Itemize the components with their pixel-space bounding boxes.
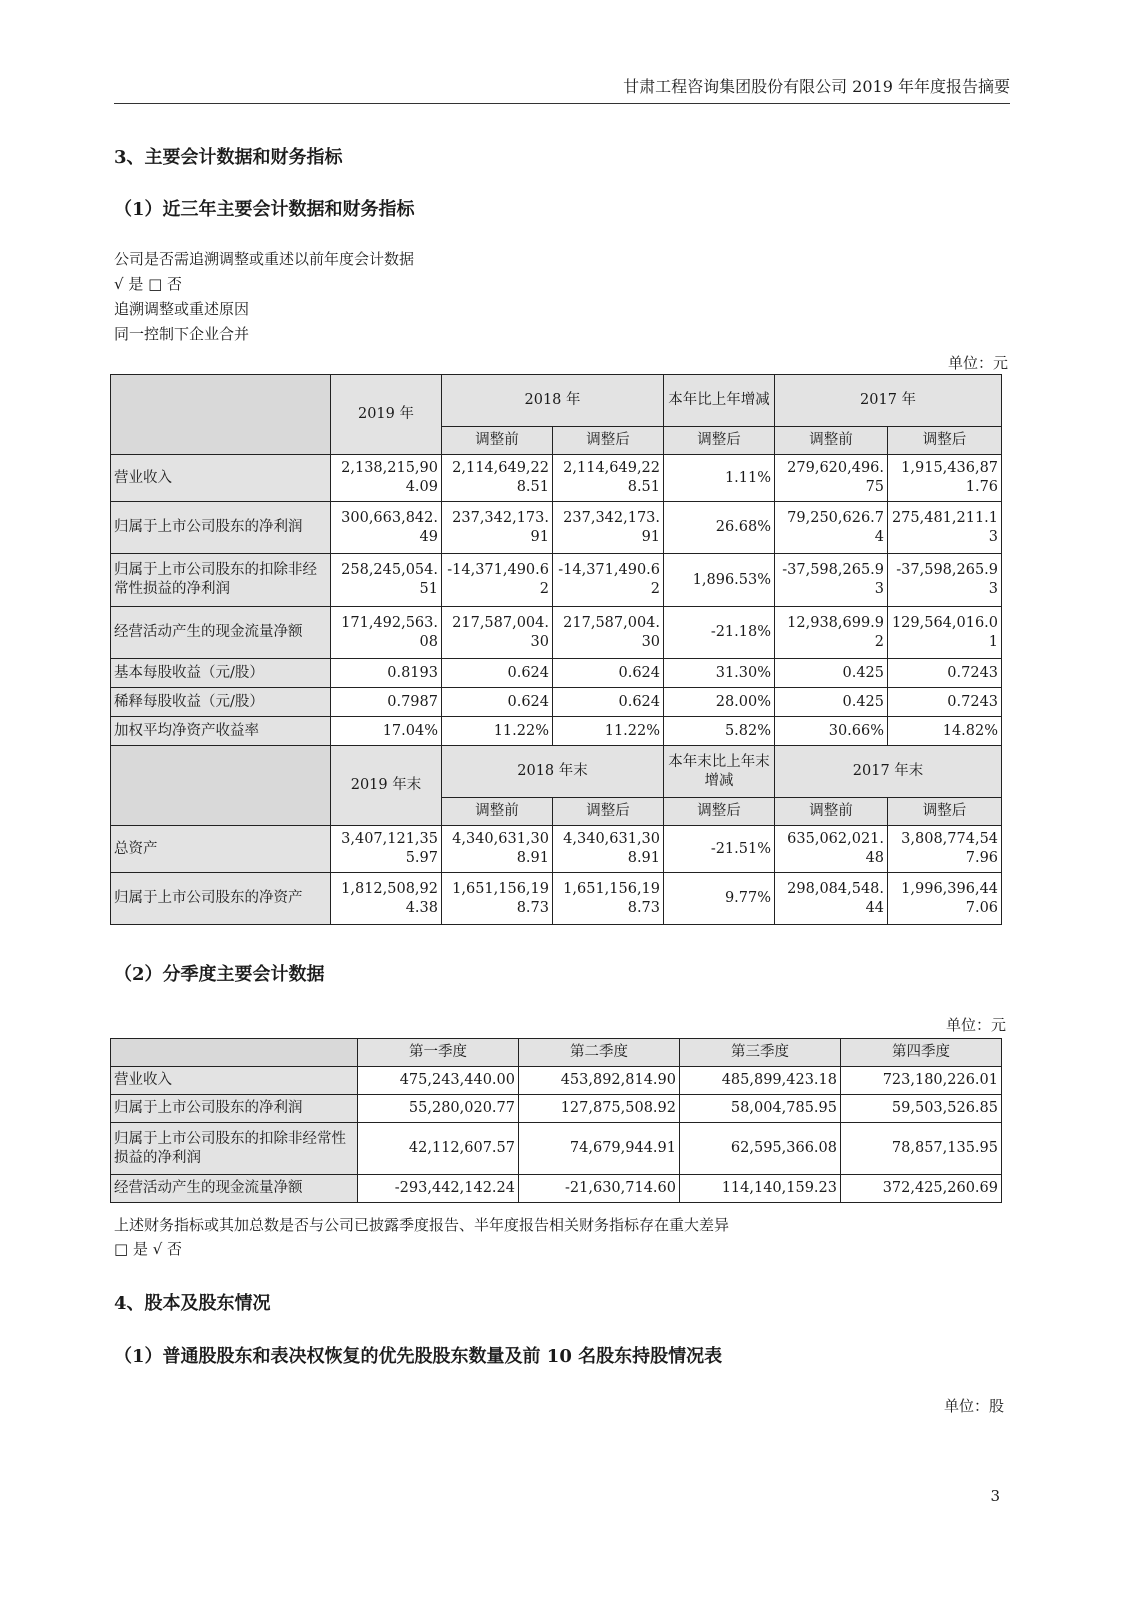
col-2018-after: 调整后 xyxy=(553,427,664,455)
row-label: 稀释每股收益（元/股） xyxy=(111,688,331,717)
restatement-reason: 同一控制下企业合并 xyxy=(114,325,250,343)
section-3-1-title: （1）近三年主要会计数据和财务指标 xyxy=(114,199,415,220)
cell: 0.7243 xyxy=(888,688,1002,717)
cell: 0.425 xyxy=(775,659,888,688)
cell: 1,651,156,198.73 xyxy=(553,873,664,925)
cell: 4,340,631,308.91 xyxy=(442,826,553,873)
cell: 74,679,944.91 xyxy=(519,1123,680,1175)
row-label: 加权平均净资产收益率 xyxy=(111,717,331,746)
cell: 1,915,436,871.76 xyxy=(888,455,1002,502)
col-change-end-after: 调整后 xyxy=(664,798,775,826)
cell: -21,630,714.60 xyxy=(519,1175,680,1203)
table-row xyxy=(111,554,1002,607)
cell: 3,808,774,547.96 xyxy=(888,826,1002,873)
cell: 114,140,159.23 xyxy=(680,1175,841,1203)
cell: -37,598,265.93 xyxy=(775,554,888,607)
col-2017-end: 2017 年末 xyxy=(775,746,1002,798)
discrepancy-question: 上述财务指标或其加总数是否与公司已披露季度报告、半年度报告相关财务指标存在重大差异 xyxy=(114,1216,730,1234)
cell: 0.7243 xyxy=(888,659,1002,688)
table-row xyxy=(111,873,1002,925)
cell: 453,892,814.90 xyxy=(519,1067,680,1095)
cell: 275,481,211.13 xyxy=(888,502,1002,554)
table-row xyxy=(111,1123,1002,1175)
page-number: 3 xyxy=(990,1487,1000,1505)
col-2019: 2019 年 xyxy=(331,375,442,455)
cell: 11.22% xyxy=(553,717,664,746)
cell: 31.30% xyxy=(664,659,775,688)
cell: 2,138,215,904.09 xyxy=(331,455,442,502)
section-3-2-title: （2）分季度主要会计数据 xyxy=(114,964,325,985)
cell: -37,598,265.93 xyxy=(888,554,1002,607)
cell: 0.425 xyxy=(775,688,888,717)
cell: 14.82% xyxy=(888,717,1002,746)
cell: 258,245,054.51 xyxy=(331,554,442,607)
row-label: 归属于上市公司股东的扣除非经常性损益的净利润 xyxy=(111,554,331,607)
row-label: 营业收入 xyxy=(111,1067,358,1095)
cell: 300,663,842.49 xyxy=(331,502,442,554)
table-row xyxy=(111,1095,1002,1123)
cell: 1,996,396,447.06 xyxy=(888,873,1002,925)
cell: 171,492,563.08 xyxy=(331,607,442,659)
cell: 0.624 xyxy=(442,659,553,688)
unit-label-2: 单位：元 xyxy=(945,1016,1006,1034)
col-2017-after: 调整后 xyxy=(888,427,1002,455)
cell: 217,587,004.30 xyxy=(553,607,664,659)
cell: -14,371,490.62 xyxy=(553,554,664,607)
cell: 0.624 xyxy=(553,659,664,688)
row-label: 营业收入 xyxy=(111,455,331,502)
col-q2: 第二季度 xyxy=(519,1039,680,1067)
cell: 58,004,785.95 xyxy=(680,1095,841,1123)
section-4-1-title: （1）普通股股东和表决权恢复的优先股股东数量及前 10 名股东持股情况表 xyxy=(114,1346,723,1367)
section-4-title: 4、股本及股东情况 xyxy=(114,1293,271,1314)
col-2018-end: 2018 年末 xyxy=(442,746,664,798)
cell: 55,280,020.77 xyxy=(358,1095,519,1123)
row-label: 经营活动产生的现金流量净额 xyxy=(111,1175,358,1203)
cell: 0.8193 xyxy=(331,659,442,688)
cell: 279,620,496.75 xyxy=(775,455,888,502)
table-row xyxy=(111,688,1002,717)
cell: 9.77% xyxy=(664,873,775,925)
table-row xyxy=(111,1067,1002,1095)
cell: -293,442,142.24 xyxy=(358,1175,519,1203)
cell: 475,243,440.00 xyxy=(358,1067,519,1095)
table-row xyxy=(111,502,1002,554)
cell: 4,340,631,308.91 xyxy=(553,826,664,873)
cell: 5.82% xyxy=(664,717,775,746)
unit-label-1: 单位：元 xyxy=(947,354,1008,372)
cell: 0.624 xyxy=(442,688,553,717)
annual-data-table xyxy=(110,374,1002,925)
cell: 12,938,699.92 xyxy=(775,607,888,659)
row-label: 归属于上市公司股东的净资产 xyxy=(111,873,331,925)
col-q1: 第一季度 xyxy=(358,1039,519,1067)
cell: 237,342,173.91 xyxy=(442,502,553,554)
cell: 1,896.53% xyxy=(664,554,775,607)
discrepancy-answer: □ 是 √ 否 xyxy=(114,1240,183,1258)
cell: 298,084,548.44 xyxy=(775,873,888,925)
col-q3: 第三季度 xyxy=(680,1039,841,1067)
cell: 26.68% xyxy=(664,502,775,554)
unit-label-3: 单位：股 xyxy=(943,1397,1004,1415)
cell: 723,180,226.01 xyxy=(841,1067,1002,1095)
col-2017-end-after: 调整后 xyxy=(888,798,1002,826)
cell: 78,857,135.95 xyxy=(841,1123,1002,1175)
quarterly-data-table xyxy=(110,1038,1002,1203)
cell: 28.00% xyxy=(664,688,775,717)
cell: -21.51% xyxy=(664,826,775,873)
restatement-question: 公司是否需追溯调整或重述以前年度会计数据 xyxy=(114,250,415,268)
table-row xyxy=(111,659,1002,688)
col-2017-end-before: 调整前 xyxy=(775,798,888,826)
section-3-title: 3、主要会计数据和财务指标 xyxy=(114,147,343,168)
col-change: 本年比上年增减 xyxy=(664,375,775,427)
cell: 217,587,004.30 xyxy=(442,607,553,659)
col-2018: 2018 年 xyxy=(442,375,664,427)
cell: 30.66% xyxy=(775,717,888,746)
table-row xyxy=(111,455,1002,502)
table-row xyxy=(111,717,1002,746)
row-label: 总资产 xyxy=(111,826,331,873)
cell: 2,114,649,228.51 xyxy=(442,455,553,502)
col-2017: 2017 年 xyxy=(775,375,1002,427)
cell: 485,899,423.18 xyxy=(680,1067,841,1095)
cell: 17.04% xyxy=(331,717,442,746)
cell: 237,342,173.91 xyxy=(553,502,664,554)
table-row xyxy=(111,607,1002,659)
cell: 635,062,021.48 xyxy=(775,826,888,873)
cell: 0.624 xyxy=(553,688,664,717)
restatement-reason-label: 追溯调整或重述原因 xyxy=(114,300,250,318)
table-corner-3 xyxy=(111,1039,358,1067)
col-q4: 第四季度 xyxy=(841,1039,1002,1067)
cell: 1,651,156,198.73 xyxy=(442,873,553,925)
cell: 1,812,508,924.38 xyxy=(331,873,442,925)
row-label: 基本每股收益（元/股） xyxy=(111,659,331,688)
col-change-end: 本年末比上年末增减 xyxy=(664,746,775,798)
restatement-answer: √ 是 □ 否 xyxy=(114,275,183,293)
cell: 59,503,526.85 xyxy=(841,1095,1002,1123)
table-row xyxy=(111,826,1002,873)
cell: 79,250,626.74 xyxy=(775,502,888,554)
cell: 0.7987 xyxy=(331,688,442,717)
cell: 11.22% xyxy=(442,717,553,746)
col-change-after: 调整后 xyxy=(664,427,775,455)
cell: 129,564,016.01 xyxy=(888,607,1002,659)
table-corner-2 xyxy=(111,746,331,826)
cell: -14,371,490.62 xyxy=(442,554,553,607)
row-label: 经营活动产生的现金流量净额 xyxy=(111,607,331,659)
cell: 127,875,508.92 xyxy=(519,1095,680,1123)
cell: 2,114,649,228.51 xyxy=(553,455,664,502)
cell: 372,425,260.69 xyxy=(841,1175,1002,1203)
col-2019-end: 2019 年末 xyxy=(331,746,442,826)
row-label: 归属于上市公司股东的净利润 xyxy=(111,1095,358,1123)
table-row xyxy=(111,1175,1002,1203)
cell: 1.11% xyxy=(664,455,775,502)
table-corner xyxy=(111,375,331,455)
col-2018-end-before: 调整前 xyxy=(442,798,553,826)
row-label: 归属于上市公司股东的扣除非经常性损益的净利润 xyxy=(111,1123,358,1175)
cell: -21.18% xyxy=(664,607,775,659)
cell: 62,595,366.08 xyxy=(680,1123,841,1175)
col-2017-before: 调整前 xyxy=(775,427,888,455)
col-2018-end-after: 调整后 xyxy=(553,798,664,826)
cell: 42,112,607.57 xyxy=(358,1123,519,1175)
page-header: 甘肃工程咨询集团股份有限公司 2019 年年度报告摘要 xyxy=(114,74,1010,104)
col-2018-before: 调整前 xyxy=(442,427,553,455)
row-label: 归属于上市公司股东的净利润 xyxy=(111,502,331,554)
cell: 3,407,121,355.97 xyxy=(331,826,442,873)
